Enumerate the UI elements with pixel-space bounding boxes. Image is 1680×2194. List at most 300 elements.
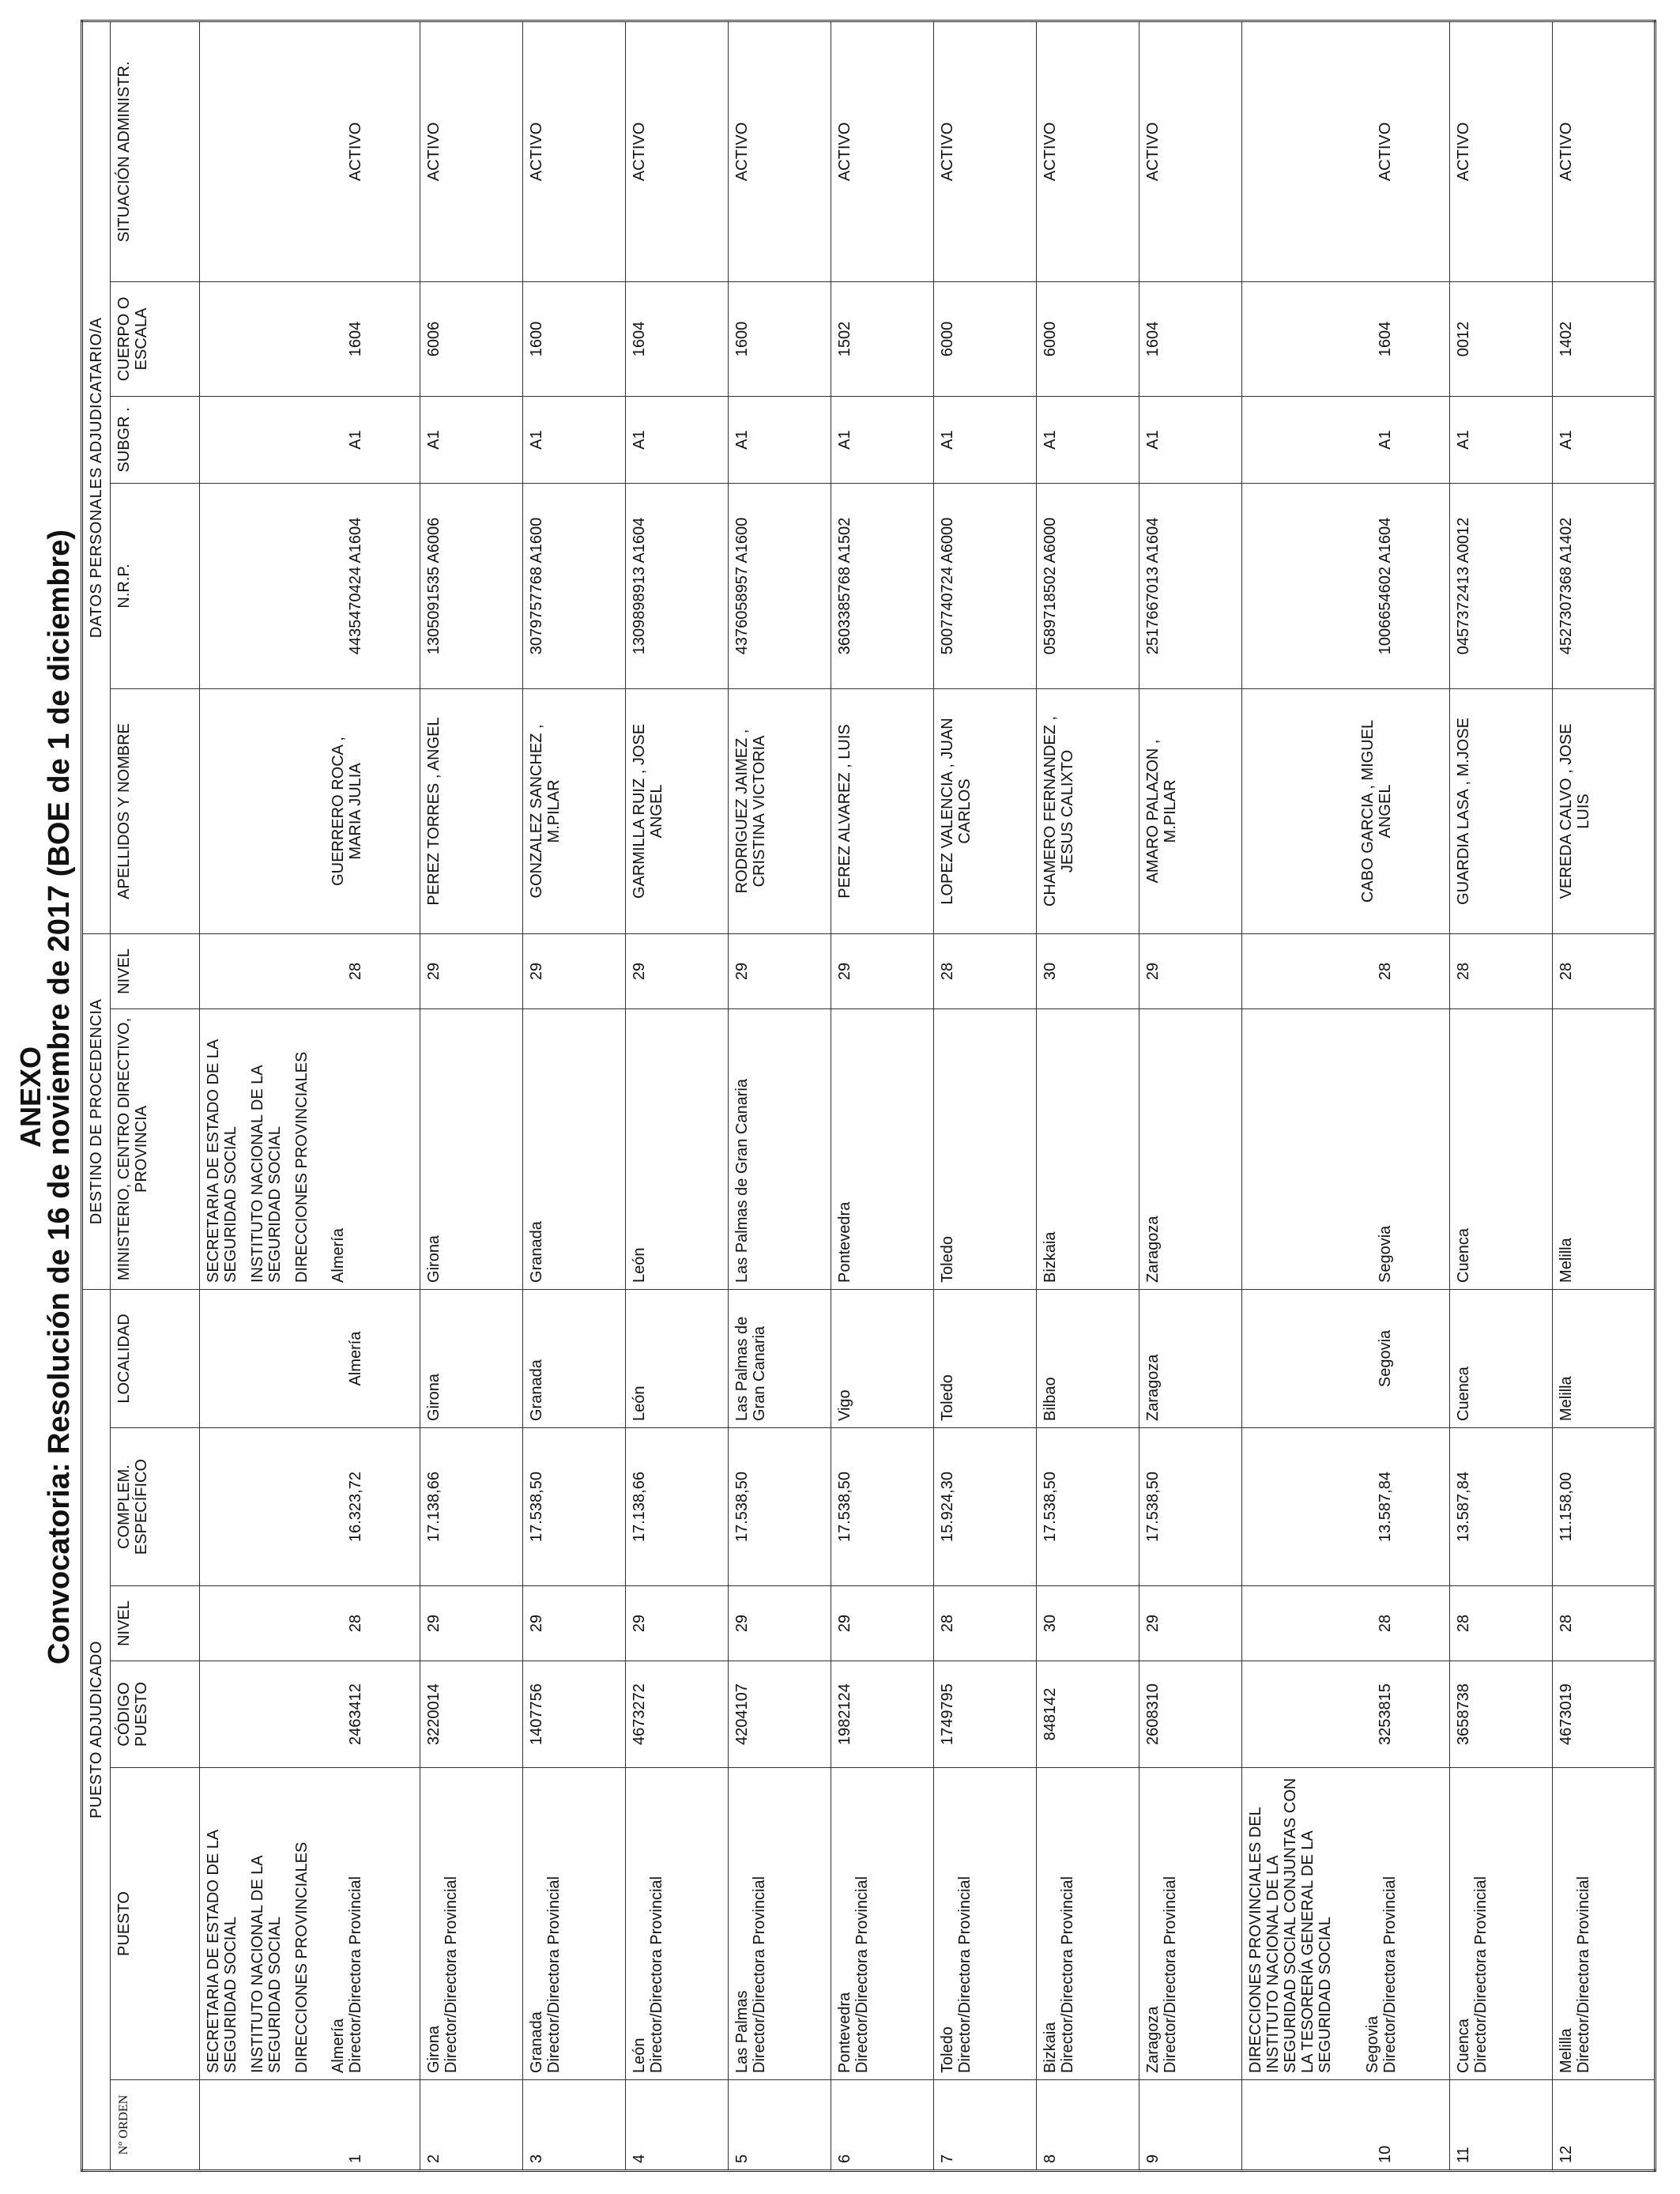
situacion-value: ACTIVO bbox=[347, 122, 365, 182]
nivel2-value: 28 bbox=[1557, 962, 1575, 981]
orden-value: 10 bbox=[1377, 2145, 1395, 2163]
cell-nivel bbox=[523, 1586, 626, 1661]
apellidos-value: VEREDA CALVO , JOSE LUIS bbox=[1557, 723, 1592, 899]
col-nivel: NIVEL bbox=[111, 1586, 200, 1661]
col-nivel-procedencia: NIVEL bbox=[111, 933, 200, 1008]
cell-localidad bbox=[831, 1289, 934, 1427]
subgr-value: A1 bbox=[528, 430, 546, 450]
cell-apellidos bbox=[1450, 688, 1553, 933]
col-cuerpo: CUERPO O ESCALA bbox=[111, 281, 200, 396]
puesto-cargo: Director/Directora Provincial bbox=[1472, 1876, 1490, 2073]
cell-complem bbox=[934, 1428, 1037, 1586]
cell-ministerio bbox=[934, 1008, 1037, 1289]
puesto-section-heading: INSTITUTO NACIONAL DE LA SEGURIDAD SOCIAL bbox=[249, 1856, 284, 2073]
localidad-value: Segovia bbox=[1377, 1329, 1395, 1388]
subgr-value: A1 bbox=[347, 430, 365, 450]
complem-value: 17.538,50 bbox=[836, 1472, 854, 1542]
puesto-cargo: Director/Directora Provincial bbox=[1059, 1876, 1076, 2073]
apellidos-value: PEREZ TORRES , ANGEL bbox=[425, 717, 443, 906]
cell-subgr bbox=[626, 396, 729, 483]
group-destino-procedencia: DESTINO DE PROCEDENCIA bbox=[82, 933, 111, 1289]
complem-value: 17.138,66 bbox=[425, 1472, 443, 1542]
orden-value: 5 bbox=[733, 2154, 751, 2163]
ministerio-value: Almería bbox=[330, 1228, 347, 1283]
cell-puesto bbox=[523, 1768, 626, 2080]
localidad-value: Granada bbox=[528, 1359, 546, 1421]
cell-complem bbox=[1037, 1428, 1139, 1586]
ministerio-value: Granada bbox=[528, 1221, 546, 1283]
table-row bbox=[626, 21, 729, 2170]
puesto-localidad: Melilla bbox=[1557, 2028, 1575, 2073]
cell-cuerpo bbox=[420, 281, 523, 396]
cell-localidad bbox=[200, 1289, 420, 1427]
table-row bbox=[1241, 21, 1449, 2170]
nivel2-value: 28 bbox=[347, 962, 365, 981]
complem-value: 16.323,72 bbox=[347, 1472, 365, 1542]
table-row bbox=[934, 21, 1037, 2170]
cell-subgr bbox=[934, 396, 1037, 483]
cell-complem bbox=[1139, 1428, 1241, 1586]
cell-complem bbox=[729, 1428, 831, 1586]
cuerpo-value: 6006 bbox=[425, 321, 443, 357]
cell-nivel2 bbox=[523, 933, 626, 1008]
cell-subgr bbox=[1037, 396, 1139, 483]
situacion-value: ACTIVO bbox=[836, 122, 854, 182]
subgr-value: A1 bbox=[1377, 430, 1395, 450]
nivel2-value: 29 bbox=[425, 962, 443, 981]
cell-localidad bbox=[1241, 1289, 1449, 1427]
cell-nivel bbox=[729, 1586, 831, 1661]
apellidos-value: CABO GARCIA , MIGUEL ANGEL bbox=[1359, 719, 1395, 903]
apellidos-value: CHAMERO FERNANDEZ , JESUS CALIXTO bbox=[1042, 715, 1076, 907]
codigo-value: 3253815 bbox=[1377, 1683, 1395, 1745]
cell-complem bbox=[1552, 1428, 1655, 1586]
ministerio-value: Girona bbox=[425, 1235, 443, 1283]
nrp-value: 4527307368 A1402 bbox=[1557, 517, 1575, 655]
cell-ministerio bbox=[1139, 1008, 1241, 1289]
codigo-value: 4204107 bbox=[733, 1683, 751, 1745]
cell-situacion bbox=[1450, 21, 1553, 281]
cell-apellidos bbox=[626, 688, 729, 933]
cell-nivel2 bbox=[1037, 933, 1139, 1008]
situacion-value: ACTIVO bbox=[939, 122, 957, 182]
nivel-value: 30 bbox=[1042, 1614, 1059, 1633]
cell-apellidos bbox=[1139, 688, 1241, 933]
orden-value: 4 bbox=[631, 2154, 649, 2163]
nivel-value: 28 bbox=[1557, 1614, 1575, 1633]
complem-value: 17.138,66 bbox=[631, 1472, 649, 1542]
situacion-value: ACTIVO bbox=[1557, 122, 1575, 182]
apellidos-value: GUARDIA LASA , M.JOSE bbox=[1455, 718, 1473, 905]
puesto-localidad: León bbox=[631, 2038, 649, 2073]
subgr-value: A1 bbox=[1455, 430, 1473, 450]
subgr-value: A1 bbox=[836, 430, 854, 450]
cell-nivel2 bbox=[831, 933, 934, 1008]
cell-nrp bbox=[1241, 483, 1449, 688]
cell-orden bbox=[626, 2080, 729, 2171]
nivel-value: 28 bbox=[1455, 1614, 1473, 1633]
ministerio-section-heading: SECRETARIA DE ESTADO DE LA SEGURIDAD SOCIAL bbox=[205, 1039, 239, 1283]
cell-codigo bbox=[523, 1661, 626, 1768]
cell-apellidos bbox=[729, 688, 831, 933]
codigo-value: 3220014 bbox=[425, 1683, 443, 1745]
puesto-localidad: Zaragoza bbox=[1143, 2006, 1162, 2073]
cell-codigo bbox=[831, 1661, 934, 1768]
cell-situacion bbox=[1037, 21, 1139, 281]
cell-puesto bbox=[1450, 1768, 1553, 2080]
apellidos-value: GARMILLA RUIZ , JOSE ANGEL bbox=[631, 723, 666, 899]
ministerio-section-heading: INSTITUTO NACIONAL DE LA SEGURIDAD SOCIAL bbox=[249, 1065, 284, 1283]
page-title: ANEXO bbox=[14, 1046, 47, 1148]
cell-codigo bbox=[420, 1661, 523, 1768]
puesto-localidad: Segovia bbox=[1363, 2015, 1381, 2073]
col-codigo: CÓDIGO PUESTO bbox=[111, 1661, 200, 1768]
orden-value: 12 bbox=[1557, 2145, 1575, 2163]
cell-complem bbox=[831, 1428, 934, 1586]
nrp-value: 0589718502 A6000 bbox=[1042, 517, 1059, 655]
cell-nivel2 bbox=[934, 933, 1037, 1008]
apellidos-value: RODRIGUEZ JAIMEZ , CRISTINA VICTORIA bbox=[733, 729, 769, 894]
cell-apellidos bbox=[420, 688, 523, 933]
cell-orden bbox=[1241, 2080, 1449, 2171]
situacion-value: ACTIVO bbox=[1143, 122, 1162, 182]
cell-codigo bbox=[934, 1661, 1037, 1768]
nrp-value: 0457372413 A0012 bbox=[1455, 517, 1473, 655]
cell-nivel bbox=[1037, 1586, 1139, 1661]
cell-apellidos bbox=[1037, 688, 1139, 933]
codigo-value: 2463412 bbox=[347, 1683, 365, 1745]
col-puesto: PUESTO bbox=[111, 1768, 200, 2080]
cell-nivel2 bbox=[1241, 933, 1449, 1008]
puesto-section-heading: SECRETARIA DE ESTADO DE LA SEGURIDAD SOCIAL bbox=[205, 1830, 239, 2073]
cell-nivel2 bbox=[1552, 933, 1655, 1008]
nivel2-value: 30 bbox=[1042, 962, 1059, 981]
situacion-value: ACTIVO bbox=[425, 122, 443, 182]
cell-nrp bbox=[626, 483, 729, 688]
cell-nivel2 bbox=[1139, 933, 1241, 1008]
codigo-value: 1982124 bbox=[836, 1683, 854, 1745]
cell-ministerio bbox=[200, 1008, 420, 1289]
localidad-value: León bbox=[631, 1385, 649, 1421]
cell-localidad bbox=[1450, 1289, 1553, 1427]
cell-nivel2 bbox=[1450, 933, 1553, 1008]
cell-complem bbox=[1241, 1428, 1449, 1586]
cell-subgr bbox=[1241, 396, 1449, 483]
codigo-value: 4673272 bbox=[631, 1683, 649, 1745]
apellidos-value: GONZALEZ SANCHEZ , M.PILAR bbox=[528, 724, 563, 899]
nivel2-value: 29 bbox=[836, 962, 854, 981]
cell-nivel bbox=[1241, 1586, 1449, 1661]
cell-nrp bbox=[1139, 483, 1241, 688]
cell-codigo bbox=[1139, 1661, 1241, 1768]
situacion-value: ACTIVO bbox=[1042, 122, 1059, 182]
nrp-value: 1309898913 A1604 bbox=[631, 517, 649, 655]
cell-complem bbox=[1450, 1428, 1553, 1586]
ministerio-section-heading: DIRECCIONES PROVINCIALES bbox=[293, 1051, 311, 1283]
orden-value: 2 bbox=[425, 2154, 443, 2163]
orden-value: 9 bbox=[1143, 2154, 1162, 2163]
cell-localidad bbox=[626, 1289, 729, 1427]
cell-codigo bbox=[1450, 1661, 1553, 1768]
cell-cuerpo bbox=[729, 281, 831, 396]
nivel-value: 28 bbox=[347, 1614, 365, 1633]
puesto-cargo: Director/Directora Provincial bbox=[853, 1876, 872, 2073]
puesto-section-heading: DIRECCIONES PROVINCIALES DEL INSTITUTO NACIONAL DE LA SEGURIDAD SOCIAL CONJUNTAS CON LA TESORERÍA GENERAL DE LA SEGURIDAD SOCIAL bbox=[1246, 1777, 1334, 2073]
nrp-value: 1006654602 A1604 bbox=[1377, 517, 1395, 655]
cell-apellidos bbox=[523, 688, 626, 933]
cell-codigo bbox=[200, 1661, 420, 1768]
cell-localidad bbox=[934, 1289, 1037, 1427]
table-row bbox=[420, 21, 523, 2170]
cell-codigo bbox=[729, 1661, 831, 1768]
ministerio-value: Cuenca bbox=[1455, 1228, 1473, 1283]
cell-ministerio bbox=[523, 1008, 626, 1289]
cell-complem bbox=[200, 1428, 420, 1586]
codigo-value: 848142 bbox=[1042, 1687, 1059, 1741]
cell-orden bbox=[200, 2080, 420, 2171]
complem-value: 17.538,50 bbox=[1042, 1472, 1059, 1542]
apellidos-value: LOPEZ VALENCIA , JUAN CARLOS bbox=[939, 718, 974, 905]
localidad-value: Bilbao bbox=[1042, 1377, 1059, 1421]
cell-ministerio bbox=[420, 1008, 523, 1289]
cell-puesto bbox=[420, 1768, 523, 2080]
puesto-cargo: Director/Directora Provincial bbox=[1161, 1876, 1179, 2073]
nivel-value: 28 bbox=[1377, 1614, 1395, 1633]
cuerpo-value: 0012 bbox=[1455, 321, 1473, 357]
puesto-localidad: Almería bbox=[330, 2019, 347, 2073]
cell-nivel2 bbox=[729, 933, 831, 1008]
subgr-value: A1 bbox=[1143, 430, 1162, 450]
table-row bbox=[729, 21, 831, 2170]
table-row bbox=[1139, 21, 1241, 2170]
cell-nivel bbox=[200, 1586, 420, 1661]
codigo-value: 1407756 bbox=[528, 1683, 546, 1745]
cell-ministerio bbox=[1450, 1008, 1553, 1289]
col-localidad: LOCALIDAD bbox=[111, 1289, 200, 1427]
cell-nrp bbox=[523, 483, 626, 688]
cuerpo-value: 1402 bbox=[1557, 321, 1575, 357]
cell-nivel2 bbox=[626, 933, 729, 1008]
puesto-cargo: Director/Directora Provincial bbox=[545, 1876, 563, 2073]
nrp-value: 5007740724 A6000 bbox=[939, 517, 957, 655]
cell-puesto bbox=[729, 1768, 831, 2080]
cell-apellidos bbox=[831, 688, 934, 933]
cell-apellidos bbox=[934, 688, 1037, 933]
puesto-localidad: Bizkaia bbox=[1042, 2022, 1059, 2073]
cell-situacion bbox=[200, 21, 420, 281]
cell-orden bbox=[729, 2080, 831, 2171]
apellidos-value: GUERRERO ROCA , MARIA JULIA bbox=[330, 737, 365, 886]
col-orden: Nº ORDEN bbox=[111, 2080, 200, 2171]
complem-value: 15.924,30 bbox=[939, 1472, 957, 1542]
cell-cuerpo bbox=[1139, 281, 1241, 396]
cell-cuerpo bbox=[831, 281, 934, 396]
cell-nrp bbox=[200, 483, 420, 688]
nrp-value: 4376058957 A1600 bbox=[733, 517, 751, 655]
nivel-value: 29 bbox=[528, 1614, 546, 1633]
nivel-value: 29 bbox=[836, 1614, 854, 1633]
nivel-value: 29 bbox=[733, 1614, 751, 1633]
puesto-section-heading: DIRECCIONES PROVINCIALES bbox=[293, 1842, 311, 2073]
cuerpo-value: 1600 bbox=[733, 321, 751, 357]
table-row bbox=[1037, 21, 1139, 2170]
table-row bbox=[1552, 21, 1655, 2170]
orden-value: 6 bbox=[836, 2154, 854, 2163]
nrp-value: 2517667013 A1604 bbox=[1143, 517, 1162, 655]
codigo-value: 4673019 bbox=[1557, 1683, 1575, 1745]
cell-cuerpo bbox=[934, 281, 1037, 396]
cell-situacion bbox=[523, 21, 626, 281]
orden-value: 3 bbox=[528, 2154, 546, 2163]
column-header-row bbox=[111, 21, 200, 2170]
group-datos-personales: DATOS PERSONALES ADJUDICATARIO/A bbox=[82, 21, 111, 933]
cell-cuerpo bbox=[1450, 281, 1553, 396]
apellidos-value: AMARO PALAZON , M.PILAR bbox=[1143, 739, 1179, 884]
cell-subgr bbox=[1450, 396, 1553, 483]
codigo-value: 3658738 bbox=[1455, 1683, 1473, 1745]
codigo-value: 2608310 bbox=[1143, 1683, 1162, 1745]
localidad-value: Toledo bbox=[939, 1374, 957, 1421]
cell-nrp bbox=[729, 483, 831, 688]
cuerpo-value: 1604 bbox=[1143, 321, 1162, 357]
cell-cuerpo bbox=[200, 281, 420, 396]
col-subgr: SUBGR . bbox=[111, 396, 200, 483]
cuerpo-value: 1604 bbox=[1377, 321, 1395, 357]
nivel-value: 29 bbox=[631, 1614, 649, 1633]
cell-subgr bbox=[1139, 396, 1241, 483]
nivel-value: 28 bbox=[939, 1614, 957, 1633]
nivel2-value: 29 bbox=[631, 962, 649, 981]
situacion-value: ACTIVO bbox=[631, 122, 649, 182]
cell-complem bbox=[523, 1428, 626, 1586]
apellidos-value: PEREZ ALVAREZ , LUIS bbox=[836, 724, 854, 899]
cell-situacion bbox=[420, 21, 523, 281]
col-complem: COMPLEM. ESPECÍFICO bbox=[111, 1428, 200, 1586]
cell-puesto bbox=[1139, 1768, 1241, 2080]
cell-apellidos bbox=[200, 688, 420, 933]
cell-codigo bbox=[1037, 1661, 1139, 1768]
anexo-table bbox=[81, 20, 1656, 2172]
situacion-value: ACTIVO bbox=[1455, 122, 1473, 182]
cell-nivel bbox=[420, 1586, 523, 1661]
cuerpo-value: 6000 bbox=[939, 321, 957, 357]
cell-subgr bbox=[831, 396, 934, 483]
localidad-value: Las Palmas de Gran Canaria bbox=[733, 1316, 769, 1421]
complem-value: 17.538,50 bbox=[528, 1472, 546, 1542]
cell-situacion bbox=[831, 21, 934, 281]
cell-orden bbox=[1450, 2080, 1553, 2171]
situacion-value: ACTIVO bbox=[528, 122, 546, 182]
cell-orden bbox=[1139, 2080, 1241, 2171]
puesto-localidad: Pontevedra bbox=[836, 1992, 854, 2073]
cell-nivel bbox=[1552, 1586, 1655, 1661]
ministerio-value: León bbox=[631, 1247, 649, 1283]
group-puesto-adjudicado: PUESTO ADJUDICADO bbox=[82, 1289, 111, 2170]
subgr-value: A1 bbox=[733, 430, 751, 450]
subgr-value: A1 bbox=[939, 430, 957, 450]
group-header-row bbox=[82, 21, 111, 2170]
complem-value: 17.538,50 bbox=[733, 1472, 751, 1542]
cell-ministerio bbox=[729, 1008, 831, 1289]
cell-orden bbox=[831, 2080, 934, 2171]
cell-orden bbox=[420, 2080, 523, 2171]
nivel2-value: 28 bbox=[1377, 962, 1395, 981]
cell-complem bbox=[626, 1428, 729, 1586]
codigo-value: 1749795 bbox=[939, 1683, 957, 1745]
cell-ministerio bbox=[1552, 1008, 1655, 1289]
col-ministerio: MINISTERIO, CENTRO DIRECTIVO, PROVINCIA bbox=[111, 1008, 200, 1289]
localidad-value: Cuenca bbox=[1455, 1367, 1473, 1421]
nivel2-value: 29 bbox=[1143, 962, 1162, 981]
cell-puesto bbox=[831, 1768, 934, 2080]
puesto-localidad: Girona bbox=[425, 2025, 443, 2073]
cell-apellidos bbox=[1552, 688, 1655, 933]
cell-puesto bbox=[200, 1768, 420, 2080]
cell-nivel bbox=[934, 1586, 1037, 1661]
subgr-value: A1 bbox=[1557, 430, 1575, 450]
nrp-value: 3079757768 A1600 bbox=[528, 517, 546, 655]
cell-ministerio bbox=[1241, 1008, 1449, 1289]
puesto-cargo: Director/Directora Provincial bbox=[648, 1876, 666, 2073]
ministerio-value: Las Palmas de Gran Canaria bbox=[733, 1079, 751, 1283]
situacion-value: ACTIVO bbox=[733, 122, 751, 182]
cell-puesto bbox=[626, 1768, 729, 2080]
cell-situacion bbox=[729, 21, 831, 281]
cell-codigo bbox=[1241, 1661, 1449, 1768]
orden-value: 7 bbox=[939, 2154, 957, 2163]
ministerio-value: Toledo bbox=[939, 1236, 957, 1283]
subgr-value: A1 bbox=[425, 430, 443, 450]
cell-localidad bbox=[1552, 1289, 1655, 1427]
nivel2-value: 28 bbox=[1455, 962, 1473, 981]
puesto-cargo: Director/Directora Provincial bbox=[347, 1876, 364, 2073]
cell-orden bbox=[523, 2080, 626, 2171]
puesto-localidad: Las Palmas bbox=[733, 1990, 751, 2073]
nivel-value: 29 bbox=[1143, 1614, 1162, 1633]
cuerpo-value: 1604 bbox=[631, 321, 649, 357]
situacion-value: ACTIVO bbox=[1377, 122, 1395, 182]
cell-apellidos bbox=[1241, 688, 1449, 933]
nrp-value: 4435470424 A1604 bbox=[347, 517, 365, 655]
cell-nivel bbox=[626, 1586, 729, 1661]
cuerpo-value: 6000 bbox=[1042, 321, 1059, 357]
puesto-localidad: Granada bbox=[528, 2011, 546, 2073]
cell-cuerpo bbox=[626, 281, 729, 396]
cell-ministerio bbox=[1037, 1008, 1139, 1289]
page-subtitle: Convocatoria: Resolución de 16 de noviembre de 2017 (BOE de 1 de diciembre) bbox=[43, 530, 76, 1664]
cell-nivel bbox=[1450, 1586, 1553, 1661]
ministerio-value: Bizkaia bbox=[1042, 1231, 1059, 1283]
cell-cuerpo bbox=[1552, 281, 1655, 396]
col-situacion: SITUACIÓN ADMINISTR. bbox=[111, 21, 200, 281]
cell-situacion bbox=[626, 21, 729, 281]
cell-subgr bbox=[420, 396, 523, 483]
orden-value: 8 bbox=[1042, 2154, 1059, 2163]
puesto-localidad: Toledo bbox=[939, 2026, 957, 2073]
cell-subgr bbox=[200, 396, 420, 483]
cell-nrp bbox=[934, 483, 1037, 688]
localidad-value: Almería bbox=[347, 1331, 365, 1386]
cell-puesto bbox=[934, 1768, 1037, 2080]
cell-localidad bbox=[1139, 1289, 1241, 1427]
puesto-cargo: Director/Directora Provincial bbox=[956, 1876, 974, 2073]
subgr-value: A1 bbox=[1042, 430, 1059, 450]
cell-nivel2 bbox=[420, 933, 523, 1008]
cell-puesto bbox=[1241, 1768, 1449, 2080]
puesto-localidad: Cuenca bbox=[1455, 2019, 1473, 2073]
orden-value: 11 bbox=[1455, 2147, 1473, 2163]
ministerio-value: Segovia bbox=[1377, 1225, 1395, 1283]
